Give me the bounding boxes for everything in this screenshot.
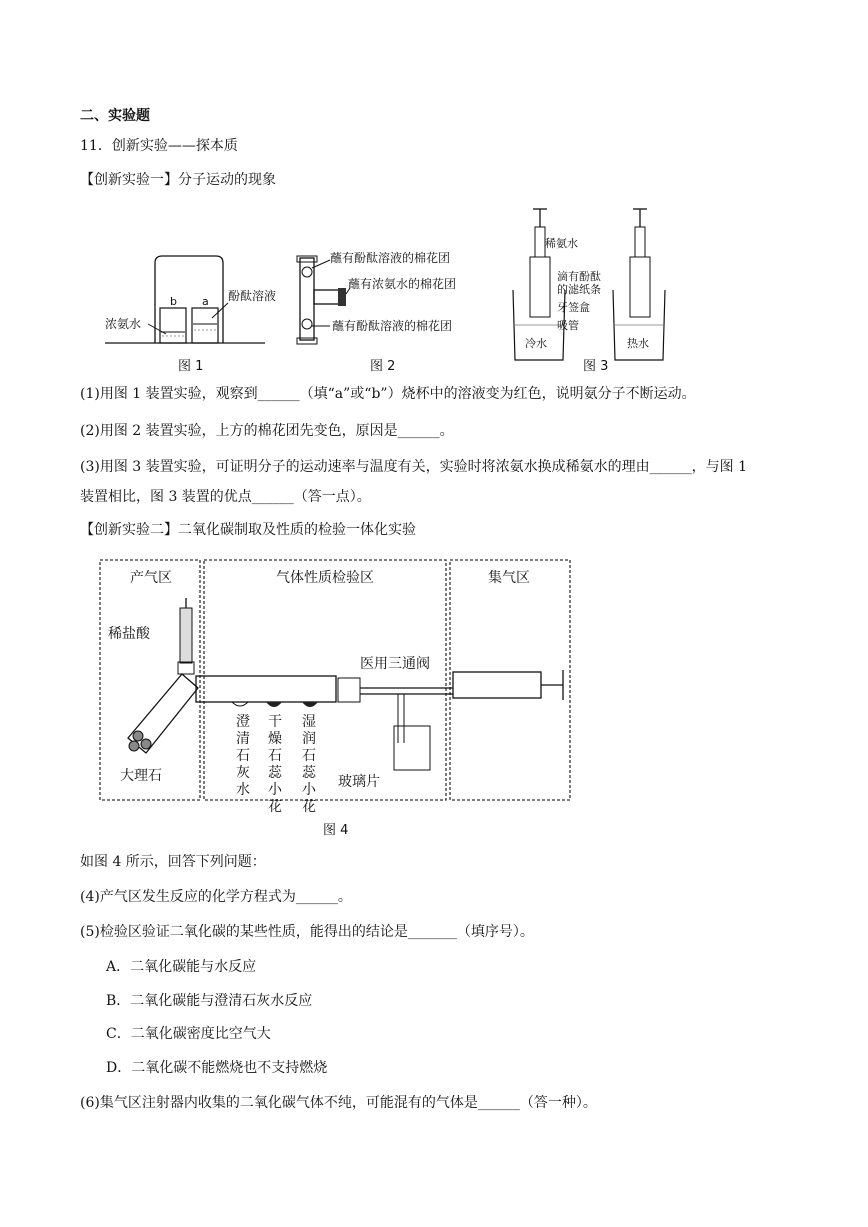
question-title: 11．创新实验——探本质 bbox=[80, 138, 238, 154]
fig4-label-valve: 医用三通阀 bbox=[360, 656, 430, 672]
fig4-vertical-limewater: 澄清石灰水 bbox=[236, 714, 250, 798]
fig2-label-bottom: 蘸有酚酞溶液的棉花团 bbox=[332, 319, 453, 333]
fig2-caption: 图 2 bbox=[370, 359, 396, 374]
fig2-label-top: 蘸有酚酞溶液的棉花团 bbox=[330, 251, 451, 265]
question-3-line-1: (3)用图 3 装置实验，可证明分子的运动速率与温度有关，实验时将浓氨水换成稀氨水的理由______，与图 1 bbox=[80, 459, 747, 475]
experiment-two-title: 【创新实验二】二氧化碳制取及性质的检验一体化实验 bbox=[80, 522, 416, 538]
fig4-vertical-wet-flower: 湿润石蕊小花 bbox=[302, 714, 316, 815]
figure-2 bbox=[290, 248, 490, 378]
section-title: 二、实验题 bbox=[80, 108, 150, 124]
figure-4-intro: 如图 4 所示，回答下列问题： bbox=[80, 854, 266, 870]
option-a: A．二氧化碳能与水反应 bbox=[106, 959, 257, 975]
fig3-label-cold: 冷水 bbox=[525, 337, 547, 350]
fig3-label-paper1: 滴有酚酞 bbox=[557, 270, 601, 283]
fig4-label-glass: 玻璃片 bbox=[338, 774, 380, 790]
fig3-label-dilute: 稀氨水 bbox=[545, 237, 578, 250]
fig4-zone-test: 气体性质检验区 bbox=[276, 570, 374, 586]
figure-1 bbox=[100, 248, 277, 378]
fig4-zone-gas: 产气区 bbox=[130, 570, 172, 586]
fig4-label-marble: 大理石 bbox=[120, 768, 162, 784]
experiment-one-title: 【创新实验一】分子运动的现象 bbox=[80, 172, 276, 188]
question-2: (2)用图 2 装置实验，上方的棉花团先变色，原因是______。 bbox=[80, 423, 454, 439]
option-d: D．二氧化碳不能燃烧也不支持燃烧 bbox=[106, 1060, 328, 1076]
fig3-label-paper2: 的滤纸条 bbox=[557, 283, 601, 296]
fig3-label-hot: 热水 bbox=[627, 337, 649, 350]
fig4-caption: 图 4 bbox=[323, 823, 349, 838]
question-1: (1)用图 1 装置实验，观察到______（填“a”或“b”）烧杯中的溶液变为红色，说明氨分子不断运动。 bbox=[80, 386, 696, 402]
fig4-zone-collect: 集气区 bbox=[488, 570, 530, 586]
figure-3 bbox=[505, 205, 675, 378]
question-3-line-2: 装置相比，图 3 装置的优点______（答一点）。 bbox=[80, 489, 371, 505]
fig1-label-a: a bbox=[202, 295, 209, 308]
fig1-caption: 图 1 bbox=[178, 359, 204, 374]
fig4-label-acid: 稀盐酸 bbox=[108, 626, 150, 642]
fig1-label-phenol: 酚酞溶液 bbox=[228, 289, 277, 303]
fig4-vertical-dry-flower: 干燥石蕊小花 bbox=[268, 714, 282, 815]
fig1-label-b: b bbox=[170, 295, 177, 308]
option-b: B．二氧化碳能与澄清石灰水反应 bbox=[106, 993, 313, 1009]
option-c: C．二氧化碳密度比空气大 bbox=[106, 1026, 271, 1042]
fig3-caption: 图 3 bbox=[583, 359, 609, 374]
fig3-label-box: 牙签盒 bbox=[557, 301, 590, 314]
question-6: (6)集气区注射器内收集的二氧化碳气体不纯，可能混有的气体是______（答一种）。 bbox=[80, 1095, 597, 1111]
fig1-label-ammonia: 浓氨水 bbox=[105, 317, 142, 331]
question-4: (4)产气区发生反应的化学方程式为______。 bbox=[80, 889, 352, 905]
figure-4 bbox=[98, 558, 574, 840]
fig2-label-mid: 蘸有浓氨水的棉花团 bbox=[348, 277, 457, 291]
fig3-label-straw: 吸管 bbox=[557, 319, 579, 332]
question-5: (5)检验区验证二氧化碳的某些性质，能得出的结论是_______（填序号）。 bbox=[80, 924, 534, 940]
